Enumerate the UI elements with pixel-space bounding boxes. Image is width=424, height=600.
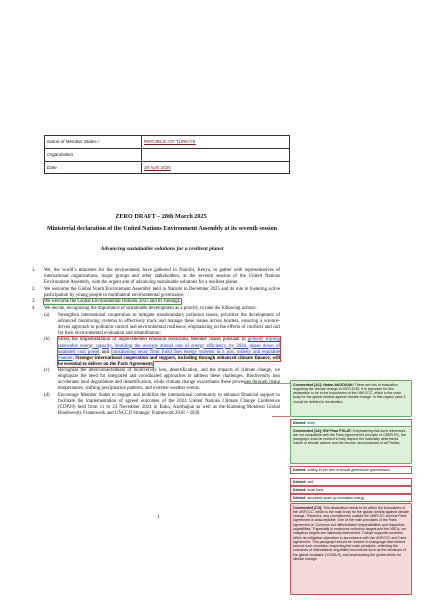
subparagraph-text: Encourage Member States to engage and mobilize the international community to enhance financial support to facilitate the implementation of agreed outcomes of the 2024 United Nations Climate Change Conference (COP29) held from 11 to 24 November 2024 in Baku, Azerbaijan as well as the Kunming-Montreal Global Biodiversity Framework and UNCCD Strategic Framework 2018 – 2030. bbox=[58, 393, 280, 417]
comment-author: Commented [A1]: Hakan AKDOGAN: bbox=[293, 382, 354, 387]
deletion-text: fossil fuels bbox=[307, 487, 324, 492]
commented-text[interactable]: We welcome the Global Environmental Outlook 2025 and its findings. bbox=[44, 299, 181, 305]
tracked-change-text: globally tripling renewable energy capacity, doubling the average annual rate of energy efficiency, by 2030, phase down of unabated coal power bbox=[58, 337, 280, 355]
deletion-label: Deleted: bbox=[293, 495, 307, 500]
subparagraph-letter: (a) bbox=[44, 312, 50, 318]
declaration-title: Ministerial declaration of the United Nations Environment Assembly at its seventh session bbox=[46, 226, 278, 232]
deletion-balloon[interactable] bbox=[290, 478, 412, 486]
organization-label: Organization bbox=[45, 148, 142, 161]
paragraph-number: 2. bbox=[32, 286, 36, 292]
paragraph-2 bbox=[32, 287, 280, 299]
deletion-balloon[interactable] bbox=[290, 466, 412, 474]
paragraph-number: 4. bbox=[32, 306, 36, 312]
subparagraph-letter: (b) bbox=[44, 337, 50, 343]
deletion-text: absolutely-scale up renewable energy bbox=[307, 495, 365, 500]
paragraph-number: 3. bbox=[32, 299, 36, 305]
subparagraph-letter: (d) bbox=[44, 393, 50, 399]
document-body bbox=[32, 268, 280, 418]
member-info-table bbox=[44, 135, 290, 174]
declaration-subtitle: Advancing sustainable solutions for a resilient planet bbox=[100, 246, 224, 252]
subparagraph-b bbox=[44, 337, 280, 367]
subparagraph-letter: (c) bbox=[44, 368, 50, 374]
comment-text: These are lots of evaluation regarding the climate change in GEO 2025. It is important for this declaration to be in the boundaries of the UNFCCC, which is the main body for the global combat against climate change. In this regard, para 3 should be deleted in declaration. bbox=[293, 382, 406, 404]
paragraph-1 bbox=[32, 268, 280, 286]
member-states-value: REPUBLIC OF TÜRKİYE bbox=[142, 136, 290, 149]
organization-value bbox=[142, 148, 290, 161]
subparagraph-text: Recognize the interconnectedness of biodiversity loss, desertification, and the impacts of climate change, we emphasize the need for integrated and coordinated approaches to address these challenges. Biodiversity loss accelerates land degradation and desertification, while climate change exacerbates these processes through rising temperatures, shifting precipitation patterns, and extreme weather events. bbox=[58, 368, 280, 392]
paragraph-number: 1. bbox=[32, 268, 36, 273]
paragraph-3 bbox=[32, 299, 280, 305]
comment-balloon[interactable] bbox=[290, 503, 412, 595]
subparagraph-text: Strengthen international cooperation to mitigate transboundary pollution issues, prioritize the development of advanced monitoring systems to effectively track and manage these issues across borders, ensuring a science-driven approach to pollution control and environmental resilience, emphasizing on the effects of conflicts and call for their environmental evaluation and rehabilitation; bbox=[58, 312, 280, 336]
tracked-change-text: transitioning away from fossil fuel energy systems in a just, orderly and equitable manner bbox=[58, 349, 280, 361]
deletion-text: cutting 43 per cent of annual greenhouse gas emission… bbox=[307, 467, 394, 472]
date-value: 29 April 2025 bbox=[142, 161, 290, 174]
deletion-text: most bbox=[307, 420, 315, 425]
deletion-balloon[interactable] bbox=[290, 494, 412, 502]
comment-connector bbox=[244, 383, 290, 384]
comment-balloon[interactable] bbox=[290, 380, 412, 417]
deletion-label: Deleted: bbox=[293, 487, 307, 492]
comment-text: This declaration needs to be within the boundaries of the UNFCCC, which is the main body for the global combat against climate change. Therefore, any commitments outside the UNFCCC and the Paris Agreement is unacceptable. One of the main principles of the Paris Agreement is “Common but differentiated responsibilities and respective capabilities.” Especially in emissions reduction targets and the NDCs, our mitigation targets are nationally determined. Türkiye supports countries within its mitigation objectives in accordance with the UNFCCC and Paris Agreement. This paragraph should be revised in a language that centres around such countries, respecting the main principles, reflecting the outcomes of international negotiated documents such as the decisions of the global stocktake (1/CMA.5), and emphasizing the global efforts for climate change. bbox=[293, 505, 409, 562]
deletion-label: Deleted: bbox=[293, 420, 307, 425]
comment-balloon[interactable] bbox=[290, 426, 412, 464]
member-states-label: Name of Member States / bbox=[45, 136, 142, 149]
draft-title: ZERO DRAFT – 28th March 2025 bbox=[115, 213, 207, 220]
subparagraph-text-post: . Stronger international cooperation and support, including through enhanced climate finance, will be essential to deliver on the Paris Agreement; bbox=[58, 355, 280, 367]
comment-author: Commented [A2]: Elif Pinar POLAT: bbox=[293, 428, 352, 433]
subparagraph-text-pre: Stress the implementation of unprecedented emission reductions Member States pursuant to bbox=[58, 337, 248, 343]
subparagraph-c bbox=[44, 368, 280, 392]
deletion-balloon[interactable] bbox=[290, 486, 412, 494]
comment-text: Emphasizing that such references are not compatible with the Paris Agreement’s principle of CBDR-RC, the paragraph must be revised to fully respect the nationally determined nature of climate actions and the diverse circumstances of all Parties. bbox=[293, 428, 406, 446]
deletion-label: Deleted: bbox=[293, 479, 307, 484]
paragraph-text: We welcome the Global Youth Environment Assembly held in Nairobi in December 2025 and its role in fostering active participation by young people in multilateral environmental governance. bbox=[44, 286, 280, 298]
subparagraph-text-mid: and bbox=[99, 349, 112, 355]
paragraph-text: We decide, recognizing the importance of sustainable development as a priority, to take the following actions: bbox=[44, 306, 257, 312]
comment-connector bbox=[272, 416, 290, 417]
paragraph-4 bbox=[32, 306, 280, 312]
deletion-label: Deleted: bbox=[293, 467, 307, 472]
commented-text[interactable] bbox=[58, 337, 280, 366]
comment-author: Commented [C3]: bbox=[293, 505, 323, 510]
deletion-text: well bbox=[307, 479, 314, 484]
paragraph-text: We, the world’s ministers for the environment, have gathered in Nairobi, Kenya, to gather with representatives of international organizations, major groups and other stakeholders, at the seventh session of the United Nations Environment Assembly, with the urgent aim of advancing sustainable solutions for a resilient planet. bbox=[44, 268, 280, 286]
date-label: Date bbox=[45, 161, 142, 174]
subparagraph-d bbox=[44, 393, 280, 417]
subparagraph-a bbox=[44, 313, 280, 337]
page-number: 1 bbox=[157, 515, 160, 520]
